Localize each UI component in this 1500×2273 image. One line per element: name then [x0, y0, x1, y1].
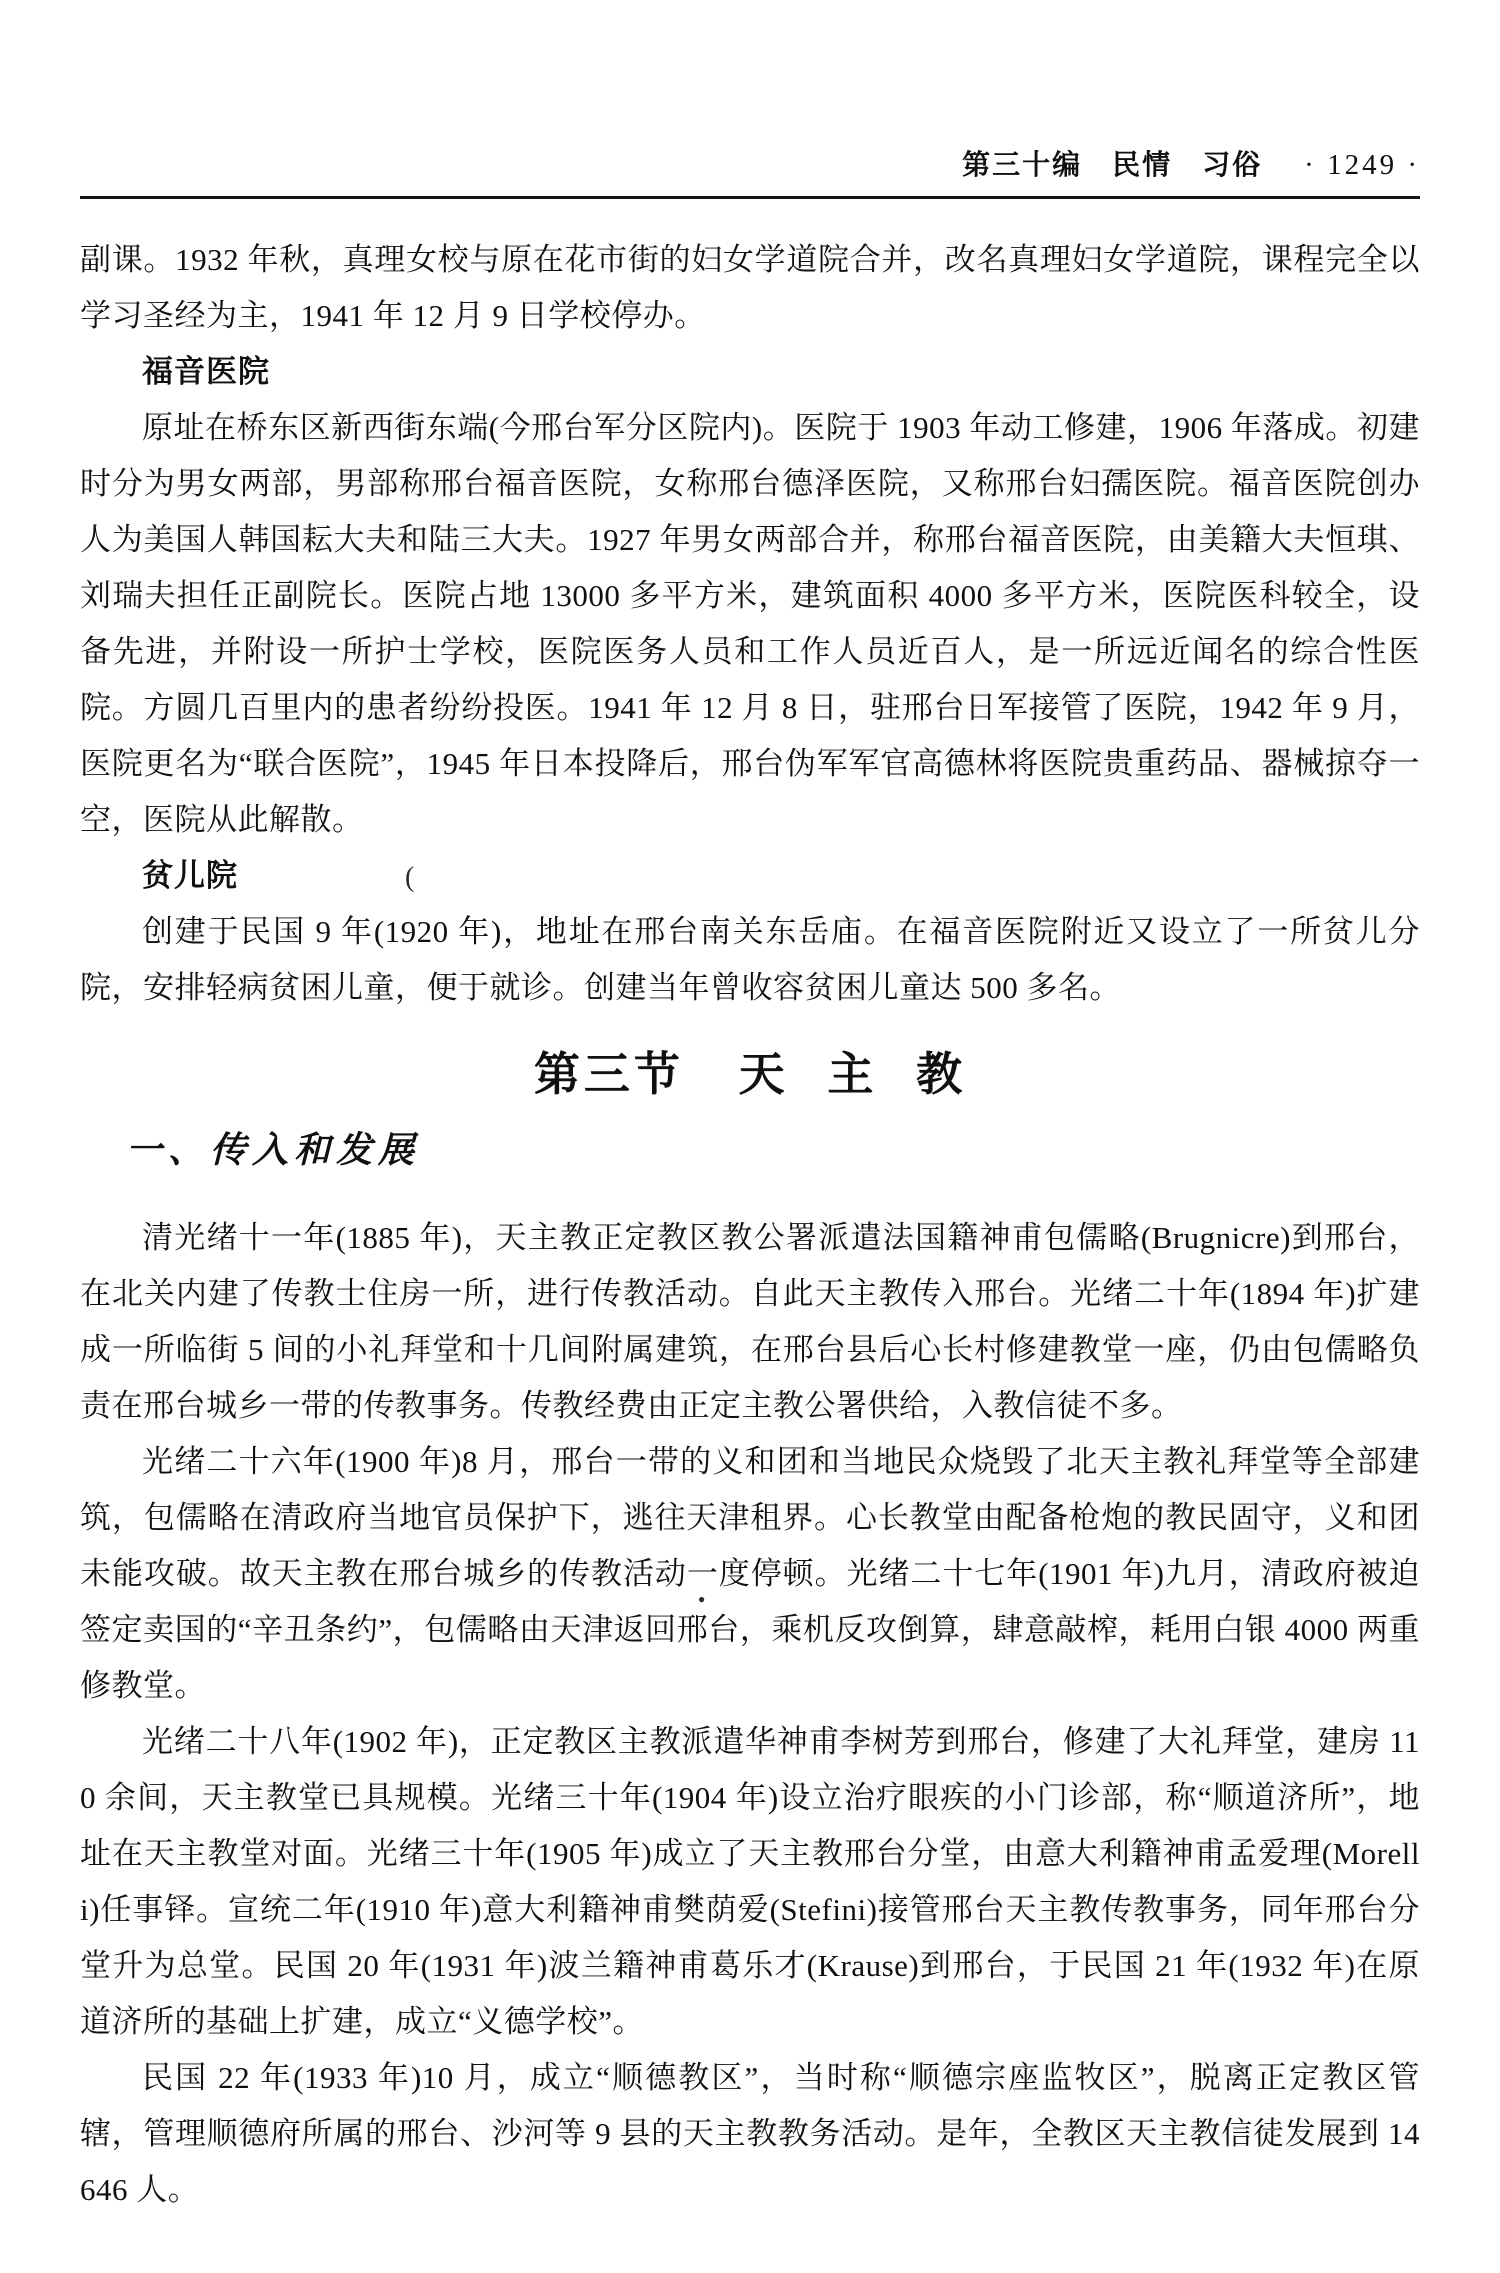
paragraph-diocese-1933: 民国 22 年(1933 年)10 月，成立“顺德教区”，当时称“顺德宗座监牧区”，脱离正定教区管辖，管理顺德府所属的邢台、沙河等 9 县的天主教教务活动。是年，全教区天主教信徒发展到 14646 人。: [80, 2060, 1420, 2207]
print-artifact-stray-paren: (: [405, 862, 415, 893]
subsection-title-introduction-development: 一、传入和发展: [126, 1129, 421, 1171]
paragraph-boxer-1900: 光绪二十六年(1900 年)8 月，邢台一带的义和团和当地民众烧毁了北天主教礼拜堂等全部建筑，包儒略在清政府当地官员保护下，逃往天津租界。心长教堂由配备枪炮的教民固守，义和团未能攻破。故天主教在邢台城乡的传教活动一度停顿。光绪二十七年(1901 年)九月，清政府被迫签定卖国的“辛丑条约”，包儒略由天津返回邢台，乘机反攻倒算，肆意敲榨，耗用白银 4000 两重修教堂。: [80, 1444, 1420, 1703]
section-title-catholicism: [80, 1044, 1420, 1104]
paragraph-expansion-1902: 光绪二十八年(1902 年)，正定教区主教派遣华神甫李树芳到邢台，修建了大礼拜堂，建房 110 余间，天主教堂已具规模。光绪三十年(1904 年)设立治疗眼疾的小门诊部，称“顺道济所”，地址在天主教堂对面。光绪三十年(1905 年)成立了天主教邢台分堂，由意大利籍神甫孟爱理(Morelli)任事铎。宣统二年(1910 年)意大利籍神甫樊荫爱(Stefini)接管邢台天主教传教事务，同年邢台分堂升为总堂。民国 20 年(1931 年)波兰籍神甫葛乐才(Krause)到邢台，于民国 21 年(1932 年)在原道济所的基础上扩建，成立“义德学校”。: [80, 1724, 1420, 2039]
section-name: 天 主 教: [738, 1048, 967, 1100]
running-header-section-title: 第三十编 民情 习俗: [962, 149, 1263, 180]
upper-text-block: [80, 232, 1420, 1016]
heading-poor-children-home: 贫儿院: [142, 858, 238, 893]
header-divider-rule: [80, 196, 1420, 199]
section-number: 第三节: [533, 1048, 684, 1100]
paragraph-gospel-hospital: 原址在桥东区新西街东端(今邢台军分区院内)。医院于 1903 年动工修建，1906 年落成。初建时分为男女两部，男部称邢台福音医院，女称邢台德泽医院，又称邢台妇孺医院。福音医院创办人为美国人韩国耘大夫和陆三大夫。1927 年男女两部合并，称邢台福音医院，由美籍大夫恒琪、刘瑞夫担任正副院长。医院占地 13000 多平方米，建筑面积 4000 多平方米，医院医科较全，设备先进，并附设一所护士学校，医院医务人员和工作人员近百人，是一所远近闻名的综合性医院。方圆几百里内的患者纷纷投医。1941 年 12 月 8 日，驻邢台日军接管了医院，1942 年 9 月，医院更名为“联合医院”，1945 年日本投降后，邢台伪军军官高德林将医院贵重药品、器械掠夺一空，医院从此解散。: [80, 410, 1420, 837]
print-artifact-emphasis-dot: ●: [698, 1592, 706, 1606]
heading-gospel-hospital: 福音医院: [142, 354, 270, 389]
paragraph-intro-1885: 清光绪十一年(1885 年)，天主教正定教区教公署派遣法国籍神甫包儒略(Brugnicre)到邢台，在北关内建了传教士住房一所，进行传教活动。自此天主教传入邢台。光绪二十年(1894 年)扩建成一所临街 5 间的小礼拜堂和十几间附属建筑，在邢台县后心长村修建教堂一座，仍由包儒略负责在邢台城乡一带的传教事务。传教经费由正定主教公署供给，入教信徒不多。: [80, 1220, 1420, 1423]
lower-text-block: [80, 1210, 1420, 2218]
page-number: · 1249 ·: [1304, 149, 1420, 181]
paragraph-truth-school-continuation: 副课。1932 年秋，真理女校与原在花市街的妇女学道院合并，改名真理妇女学道院，课程完全以学习圣经为主，1941 年 12 月 9 日学校停办。: [80, 242, 1420, 333]
paragraph-poor-children-home: 创建于民国 9 年(1920 年)，地址在邢台南关东岳庙。在福音医院附近又设立了一所贫儿分院，安排轻病贫困儿童，便于就诊。创建当年曾收容贫困儿童达 500 多名。: [80, 914, 1420, 1005]
running-header: [80, 148, 1420, 182]
